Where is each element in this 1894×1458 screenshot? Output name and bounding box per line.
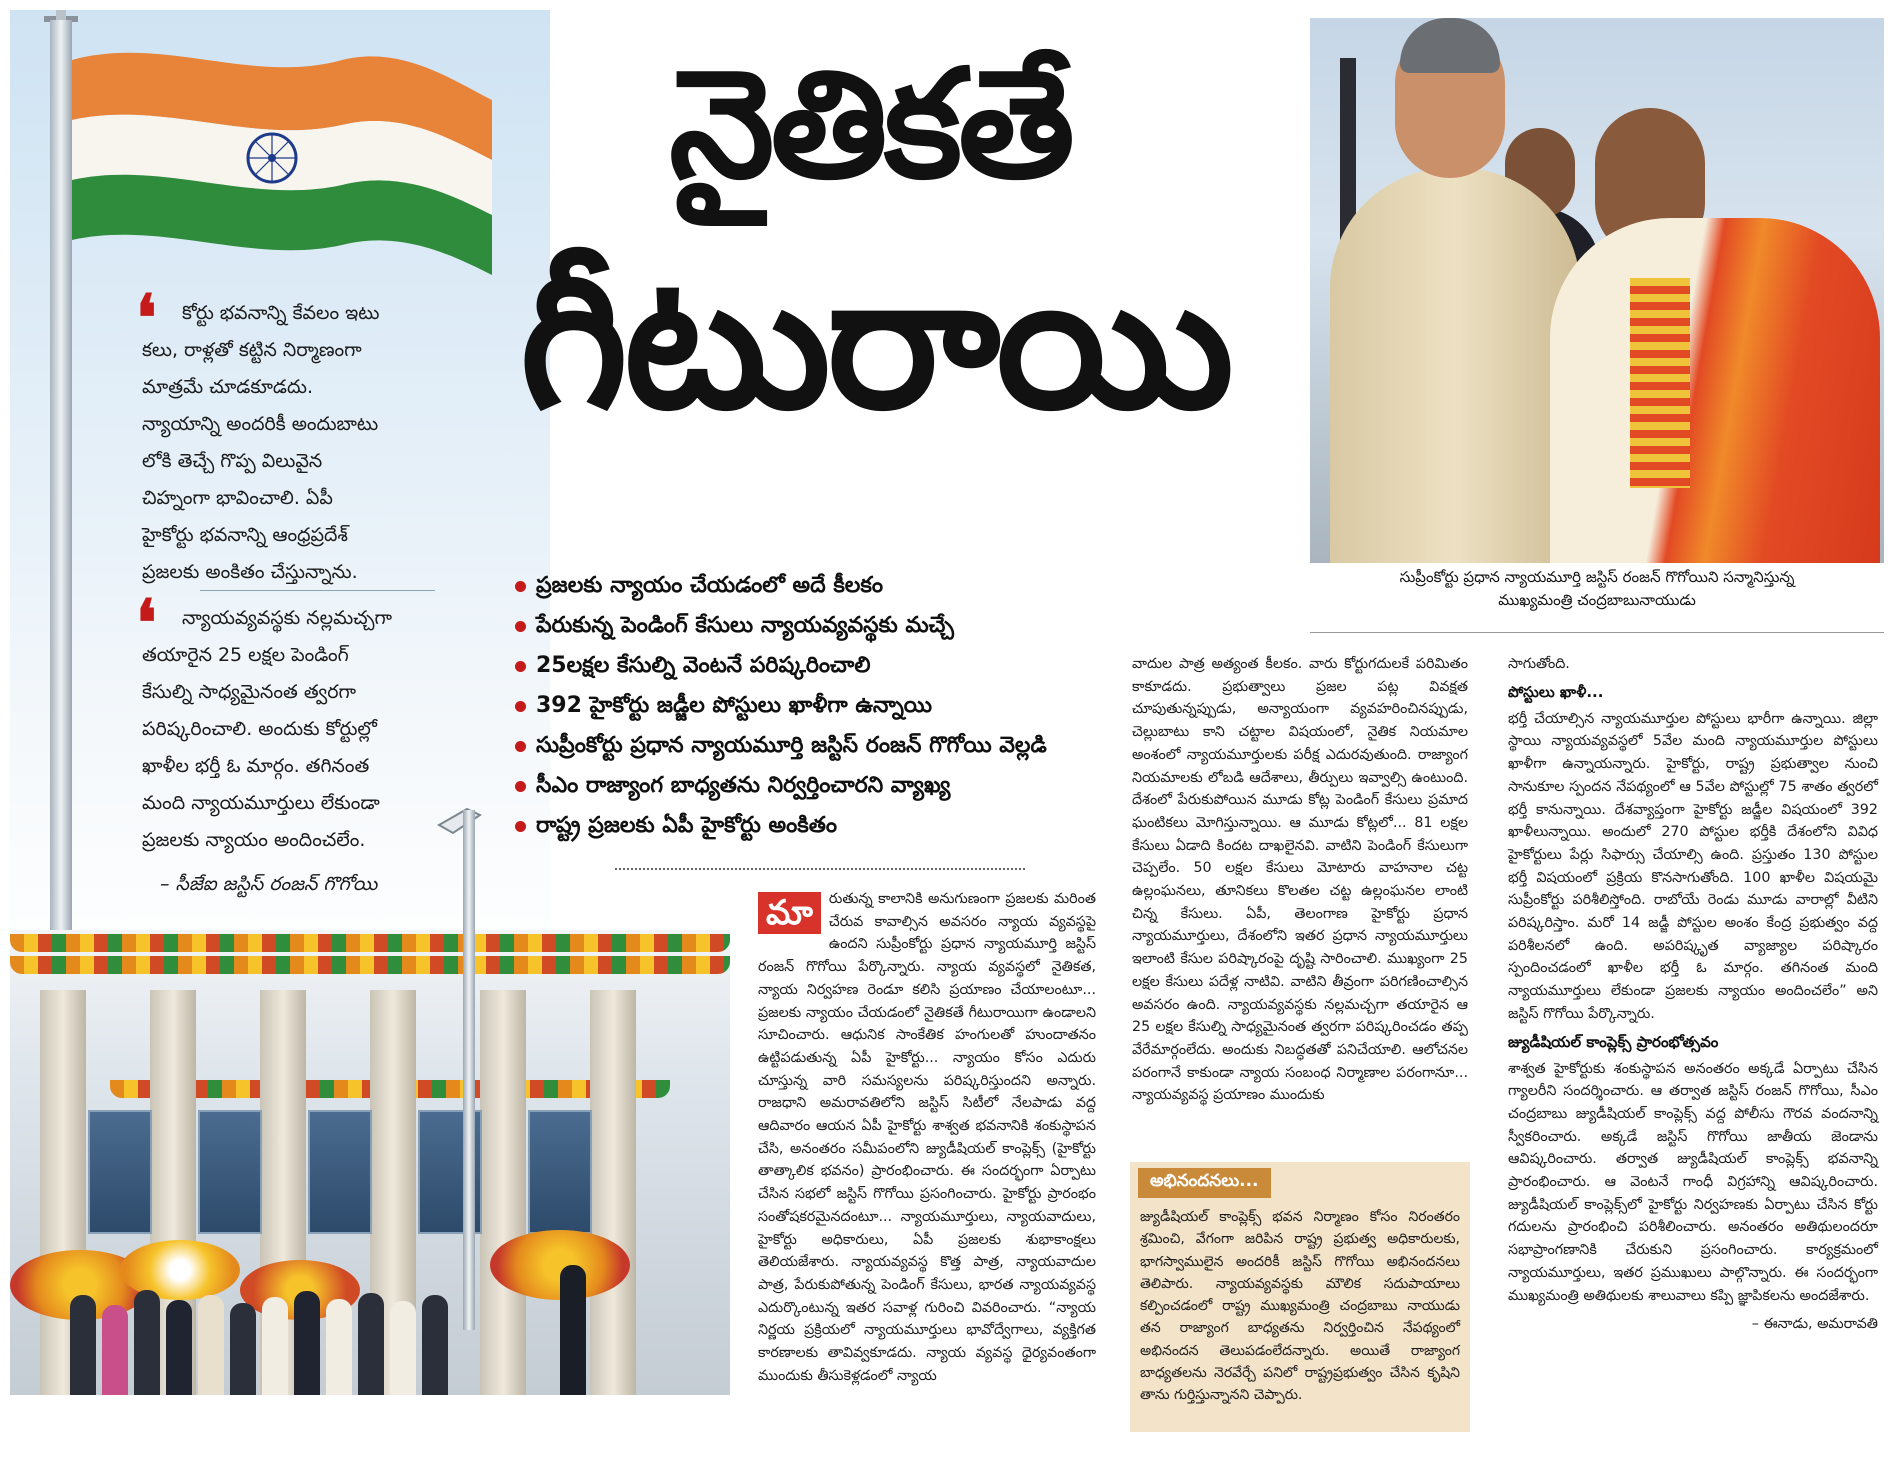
- quote-line: కోర్టు భవనాన్ని కేవలం ఇటు: [182, 302, 380, 324]
- festive-bunting-decoration: [10, 956, 730, 974]
- quote-line: న్యాయవ్యవస్థకు నల్లమచ్చగా: [182, 607, 392, 629]
- headline-line-1: నైతికతే: [669, 38, 1071, 212]
- person-figure: [70, 1295, 96, 1395]
- photo-caption: [1310, 566, 1884, 612]
- chief-minister-hair: [1400, 18, 1500, 73]
- subheading-vacancies: పోస్టులు ఖాళీ...: [1508, 682, 1604, 701]
- quote-line: ప్రజలకు న్యాయం అందించలేం.: [142, 829, 366, 851]
- quote-mark-icon: ❛: [136, 586, 157, 661]
- shawl-draped-figure: [1550, 218, 1880, 563]
- person-figure: [294, 1291, 320, 1395]
- person-figure: [166, 1300, 192, 1395]
- person-figure: [422, 1295, 448, 1395]
- quote-line: కేసుల్ని సాధ్యమైనంత త్వరగా: [142, 681, 356, 703]
- quote-line: పరిష్కరించాలి. అందుకు కోర్టుల్లో: [142, 718, 377, 740]
- building-window: [528, 1110, 592, 1234]
- quote-block-1: [136, 281, 442, 591]
- quote-line: హైకోర్టు భవనాన్ని ఆంధ్రప్రదేశ్‌: [142, 524, 348, 546]
- quote-line: లోకి తెచ్చే గొప్ప విలువైన: [142, 450, 323, 472]
- building-window: [88, 1110, 152, 1234]
- article-text: వాదుల పాత్ర అత్యంత కీలకం. వారు కోర్టుగదులకే పరిమితం కాకూడదు. ప్రభుత్వాలు ప్రజల పట్ల వివక్షత చూపుతున్నప్పుడు, అన్యాయంగా వ్యవహరించినప్పుడు, చెల్లుబాటు కాని చట్టాల విషయంలో, నైతిక నియమాల అంశంలో న్యాయమూర్తులకు పరీక్ష ఎదురవుతుంది. రాజ్యాంగ నియమాలకు లోబడి ఆదేశాలు, తీర్పులు ఇవ్వాల్సి ఉంటుంది. దేశంలో పేరుకుపోయిన మూడు కోట్ల పెండింగ్‌ కేసులు ప్రమాద ఘంటికలు మోగిస్తున్నాయి. ఆ మూడు కోట్లలో... 81 లక్షల కేసులు ఏడాది కిందట దాఖలైనవి. వాటిని పెండింగ్‌ కేసులుగా చెప్పలేం. 50 లక్షల కేసులు మోటారు వాహనాల చట్ట ఉల్లంఘనలు, తూనికలు కొలతల చట్ట ఉల్లంఘనల లాంటి చిన్న కేసులు. ఏపీ, తెలంగాణ హైకోర్టు ప్రధాన న్యాయమూర్తులు, దేశంలోని ఇతర ప్రధాన న్యాయమూర్తులు ఇలాంటి కేసుల పరిష్కారంపై దృష్టి సారించాలి. ముఖ్యంగా 25 లక్షల కేసులు పదేళ్ల నాటివి. వాటిని తీవ్రంగా పరిగణించాల్సిన అవసరం ఉంది. న్యాయవ్యవస్థకు నల్లమచ్చగా తయారైన ఆ 25 లక్షల కేసుల్ని సాధ్యమైనంత త్వరగా పరిష్కరించడం తప్ప వేరేమార్గంలేదు. అందుకు నిబద్ధతతో పనిచేయాలి. ఆలోచనల పరంగానే కాకుండా న్యాయ సంబంధ నిర్మాణాల పరంగానూ... న్యాయవ్యవస్థ ప్రయాణం ముందుకు: [1132, 656, 1468, 1104]
- chief-minister-figure: [1330, 168, 1580, 563]
- quote-line: తయారైన 25 లక్షల పెండింగ్‌: [142, 644, 349, 666]
- key-point: 392 హైకోర్టు జడ్జీల పోస్టులు ఖాళీగా ఉన్నాయి: [515, 686, 1155, 726]
- quote-line: మంది న్యాయమూర్తులు లేకుండా: [142, 792, 380, 814]
- person-figure: [134, 1290, 160, 1395]
- flower-decoration: [120, 1240, 240, 1300]
- key-point: 25లక్షల కేసుల్ని వెంటనే పరిష్కరించాలి: [515, 646, 1155, 686]
- quote-divider: [200, 590, 435, 591]
- person-figure: [390, 1301, 416, 1395]
- subheading-inauguration: జ్యుడీషియల్‌ కాంప్లెక్స్‌ ప్రారంభోత్సవం: [1508, 1032, 1719, 1051]
- person-figure: [560, 1265, 586, 1395]
- quote-attribution: – సీజేఐ జస్టిస్‌ రంజన్‌ గొగోయి: [160, 873, 378, 895]
- festive-bunting-decoration: [10, 934, 730, 952]
- article-text: భర్తీ చేయాల్సిన న్యాయమూర్తుల పోస్టులు భారీగా ఉన్నాయి. జిల్లా స్థాయి న్యాయవ్యవస్థలో 5వేల మంది న్యాయమూర్తుల పోస్టులు ఖాళీగా ఉన్నాయన్నారు. హైకోర్టు, రాష్ట్ర ప్రభుత్వాల నుంచి సానుకూల స్పందన నేపథ్యంలో ఆ 5వేల పోస్టుల్లో 75 శాతం త్వరలో భర్తీ కానున్నాయి. దేశవ్యాప్తంగా హైకోర్టు జడ్జీల విషయంలో 392 ఖాళీలున్నాయి. అందులో 270 పోస్టుల భర్తీకి దేశంలోని వివిధ హైకోర్టులు పేర్లు సిఫార్సు చేయాల్సి ఉంది. ప్రస్తుతం 130 పోస్టుల భర్తీ విషయంలో ప్రక్రియ కొనసాగుతోంది. 100 ఖాళీల విషయమై సుప్రీంకోర్టు పరిశీలిస్తోంది. రాబోయే రెండు మూడు వారాల్లో వీటిని పరిష్కరిస్తాం. మరో 14 జడ్జీ పోస్టుల అంశం కేంద్ర ప్రభుత్వం వద్ద పరిశీలనలో ఉంది. అపరిష్కృత వ్యాజ్యాల పరిష్కారం స్పందించడంలో ఖాళీల భర్తీ ఓ మార్గం. తగినంత మంది న్యాయమూర్తులు లేకుండా ప్రజలకు న్యాయం అందించలేం” అని జస్టిస్‌ గొగోయి పేర్కొన్నారు.: [1508, 710, 1878, 1022]
- key-point: పేరుకున్న పెండింగ్‌ కేసులు న్యాయవ్యవస్థకు మచ్చే: [515, 606, 1155, 646]
- quote-block-2: [136, 586, 452, 859]
- bullet-icon: [515, 581, 526, 592]
- key-points-list: [515, 566, 1155, 846]
- article-text: సాగుతోంది.: [1508, 656, 1570, 672]
- photo-caption-line: ముఖ్యమంత్రి చంద్రబాబునాయుడు: [1498, 591, 1696, 609]
- bullet-icon: [515, 781, 526, 792]
- person-figure: [358, 1293, 384, 1395]
- lamp-post-image: [463, 810, 475, 1330]
- key-point: ప్రజలకు న్యాయం చేయడంలో అదే కీలకం: [515, 566, 1155, 606]
- person-figure: [230, 1303, 256, 1395]
- article-column-2: [1132, 653, 1468, 1107]
- greetings-box: [1130, 1162, 1470, 1432]
- quote-line: ప్రజలకు అంకితం చేస్తున్నాను.: [142, 561, 358, 583]
- greetings-title: అభినందనలు...: [1138, 1168, 1271, 1198]
- quote-line: న్యాయాన్ని అందరికీ అందుబాటు: [142, 413, 379, 435]
- building-pillar: [590, 990, 636, 1395]
- person-figure: [102, 1305, 128, 1395]
- quote-line: కలు, రాళ్లతో కట్టిన నిర్మాణంగా: [142, 339, 362, 361]
- quote-line: ఖాళీల భర్తీ ఓ మార్గం. తగినంత: [142, 755, 370, 777]
- headline-line-2: గీటురాయి: [520, 234, 1230, 450]
- quote-line: మాత్రమే చూడకూడదు.: [142, 376, 314, 398]
- felicitation-photo: [1310, 18, 1884, 563]
- bullet-icon: [515, 701, 526, 712]
- person-figure: [198, 1295, 224, 1395]
- indian-flag-image: [72, 40, 492, 285]
- greetings-text: జ్యుడీషియల్‌ కాంప్లెక్స్‌ భవన నిర్మాణం కోసం నిరంతరం శ్రమించి, వేగంగా జరిపిన రాష్ట్ర ప్రభుత్వ అధికారులకు, భాగస్వాములైన అందరికీ జస్టిస్‌ గొగోయి అభినందనలు తెలిపారు. న్యాయవ్యవస్థకు మౌలిక సదుపాయాలు కల్పించడంలో రాష్ట్ర ముఖ్యమంత్రి చంద్రబాబు నాయుడు తన రాజ్యాంగ బాధ్యతను నిర్వర్తించిన నేపథ్యంలో అభినందన తెలుపడంలేదన్నారు. అయితే రాజ్యాంగ బాధ్యతలను నెరవేర్చే పనిలో రాష్ట్రప్రభుత్వం చేసిన కృషిని తాను గుర్తిస్తున్నానని చెప్పారు.: [1140, 1209, 1460, 1404]
- article-column-3: [1508, 653, 1878, 1336]
- building-pillar: [480, 990, 526, 1395]
- photo-caption-line: సుప్రీంకోర్టు ప్రధాన న్యాయమూర్తి జస్టిస్‌ రంజన్‌ గొగోయిని సన్మానిస్తున్న: [1399, 568, 1795, 586]
- key-point: సుప్రీంకోర్టు ప్రధాన న్యాయమూర్తి జస్టిస్‌ రంజన్‌ గొగోయి వెల్లడి: [515, 726, 1155, 766]
- article-text: రుతున్న కాలానికి అనుగుణంగా ప్రజలకు మరింత చేరువ కావాల్సిన అవసరం న్యాయ వ్యవస్థపై ఉందని సుప్రీంకోర్టు ప్రధాన న్యాయమూర్తి జస్టిస్‌ రంజన్‌ గొగోయి పేర్కొన్నారు. న్యాయ వ్యవస్థలో నైతికత, న్యాయ నిర్వహణ రెండూ కలిసి ప్రయాణం చేయాలంటూ... ప్రజలకు న్యాయం చేయడంలో నైతికతే గీటురాయిగా ఉండాలని సూచించారు. ఆధునిక సాంకేతిక హంగులతో హుందాతనం ఉట్టిపడుతున్న ఏపీ హైకోర్టు... న్యాయం కోసం ఎదురు చూస్తున్న వారి సమస్యలను పరిష్కరిస్తుందని అన్నారు. రాజధాని అమరావతిలోని జస్టిస్‌ సిటీలో నేలపాడు వద్ద ఆదివారం ఆయన ఏపీ హైకోర్టు శాశ్వత భవనానికి శంకుస్థాపన చేసి, అనంతరం సమీపంలోని జ్యుడీషియల్‌ కాంప్లెక్స్‌ (హైకోర్టు తాత్కాలిక భవనం) ప్రారంభించారు. ఈ సందర్భంగా ఏర్పాటు చేసిన సభలో జస్టిస్‌ గొగోయి ప్రసంగించారు. హైకోర్టు ప్రారంభం సంతోషకరమైనదంటూ... న్యాయమూర్తులు, న్యాయవాదులు, హైకోర్టు అధికారులు, ఏపీ ప్రజలకు శుభాకాంక్షలు తెలియజేశారు. న్యాయవ్యవస్థ కొత్త పాత్ర, న్యాయవాదుల పాత్ర, పేరుకుపోతున్న పెండింగ్‌ కేసులు, భారత న్యాయవ్యవస్థ ఎదుర్కొంటున్న ఇతర సవాళ్ల గురించి వివరించారు. “న్యాయ నిర్ణయ ప్రక్రియలో న్యాయమూర్తులు భావోద్వేగాలు, వ్యక్తిగత కారణాలకు తావివ్వకూడదు. న్యాయ వ్యవస్థ ధైర్యవంతంగా ముందుకు తీసుకెళ్లడంలో న్యాయ: [758, 891, 1096, 1384]
- shawl-border: [1630, 278, 1690, 488]
- bullet-icon: [515, 741, 526, 752]
- person-figure: [326, 1299, 352, 1395]
- building-window: [198, 1110, 262, 1234]
- building-window: [308, 1110, 372, 1234]
- quote-line: చిహ్నంగా భావించాలి. ఏపీ: [142, 487, 333, 509]
- person-figure: [262, 1297, 288, 1395]
- bullet-icon: [515, 661, 526, 672]
- quote-mark-icon: ❛: [136, 281, 157, 356]
- article-text: శాశ్వత హైకోర్టుకు శంకుస్థాపన అనంతరం అక్కడే ఏర్పాటు చేసిన గ్యాలరీని సందర్శించారు. ఆ తర్వాత జస్టిస్‌ రంజన్‌ గొగోయి, సీఎం చంద్రబాబు జ్యుడీషియల్‌ కాంప్లెక్స్‌ వద్ద పోలీసు గౌరవ వందనాన్ని స్వీకరించారు. అక్కడే జస్టిస్‌ గొగోయి జాతీయ జెండాను ఆవిష్కరించారు. తర్వాత జ్యుడీషియల్‌ కాంప్లెక్స్‌ భవనాన్ని ప్రారంభించారు. ఆ వెంటనే గాంధీ విగ్రహాన్ని ఆవిష్కరించారు. జ్యుడీషియల్‌ కాంప్లెక్స్‌లో హైకోర్టు నిర్వహణకు ఏర్పాటు చేసిన కోర్టు గదులను ప్రారంభించి పరిశీలించారు. అనంతరం అతిథులందరూ సభాప్రాంగణానికి చేరుకుని ప్రసంగించారు. కార్యక్రమంలో న్యాయమూర్తులు, ఇతర ప్రముఖులు పాల్గొన్నారు. ఈ సందర్భంగా ముఖ్యమంత్రి అతిథులకు శాలువాలు కప్పి జ్ఞాపికలను అందజేశారు.: [1508, 1060, 1878, 1304]
- article-column-1: [758, 888, 1096, 1387]
- bullet-icon: [515, 621, 526, 632]
- key-point: సీఎం రాజ్యాంగ బాధ్యతను నిర్వర్తించారని వ్యాఖ్య: [515, 766, 1155, 806]
- section-divider: [615, 868, 1025, 870]
- drop-cap: మా: [758, 892, 821, 934]
- bullet-icon: [515, 821, 526, 832]
- caption-divider: [1310, 632, 1884, 633]
- article-signoff: – ఈనాడు, అమరావతి: [1751, 1316, 1878, 1333]
- high-court-building-photo: [10, 930, 730, 1395]
- key-point: రాష్ట్ర ప్రజలకు ఏపీ హైకోర్టు అంకితం: [515, 806, 1155, 846]
